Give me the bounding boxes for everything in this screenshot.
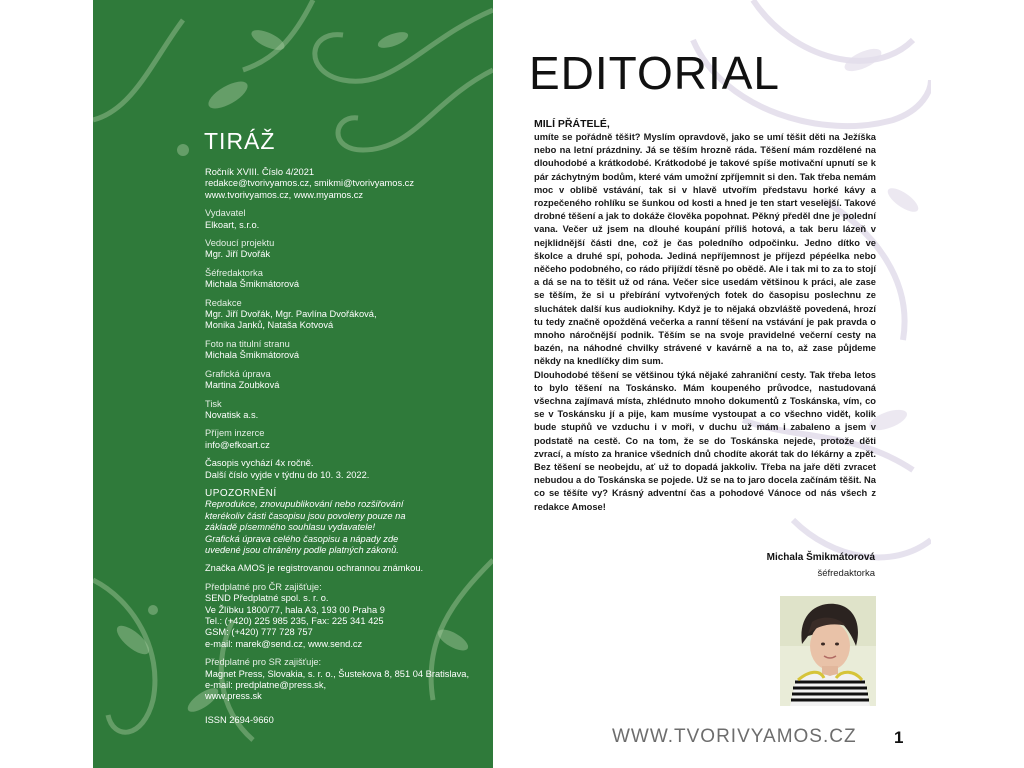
editorial-greeting: MILÍ PŘÁTELÉ, <box>534 118 610 130</box>
warning-line-1: Reprodukce, znovupublikování nebo rozšiřování <box>205 499 404 510</box>
project-lead-value: Mgr. Jiří Dvořák <box>205 249 271 260</box>
sk-subscription-line-2: e-mail: predplatne@press.sk, <box>205 680 327 691</box>
sk-subscription-label: Předplatné pro SR zajišťuje: <box>205 657 322 668</box>
author-photo <box>780 596 876 706</box>
page-margin <box>931 0 1024 768</box>
editors-line-2: Monika Janků, Nataša Kotvová <box>205 320 334 331</box>
warning-line-5: uvedené jsou chráněny podle platných zákonů. <box>205 544 399 555</box>
cz-subscription-line-2: Ve Žlíbku 1800/77, hala A3, 193 00 Praha 9 <box>205 604 385 615</box>
editor-in-chief-value: Michala Šmikmátorová <box>205 279 300 290</box>
page-number: 1 <box>894 728 904 747</box>
signature-role: šéfredaktorka <box>817 568 875 579</box>
sk-subscription-line-3: www.press.sk <box>205 691 262 702</box>
editorial-paragraph-1: umíte se pořádně těšit? Myslím opravdově, jako se umí těšit děti na Ježíška nebo na letní prázdniny. Já se těším hrozně ráda. Těšení mám rozdělené na dlouhodobé a krátkodobé. Krátkodobé je takové spíše motivační upnutí se k pár záchytným bodům, které vám umožní zpříjemnit si den. Tak třeba nemám moc v oblibě vstávání, tak si v hlavě utvořím představu horké kávy a rozpečeného rohlíku se šunkou od kosti a hned je ten start veselejší. Takové drobné těšení a jak to dokáže člověka popohnat. Pěkný předěl dne je polední vana. Večer už jsem na dlouhé koupání příliš hotová, a tak beru lázeň v nejklidnější části dne, což je čas poledního odpočinku. Jedno dítko ve školce a druhé spí, pohoda. Jediná nepříjemnost je příjezd pépéelka nebo něčeho podobného, co rádo přijíždí těsně po obědě. Ale i tak mi to za to stojí a dá se na to těšit už od rána. Večer sice usedám většinou k práci, ale zase se těším, že si u přebírání vytvořených fotek do časopisu poslechnu ze sluchátek další kus audioknihy. Když je to nějaká obzvláště povedená, hrozí tu tedy značně opožděná večerka a ranní těšení na vstávání je pak pravda o mnoho náročnější podnik. Těším se na svoje pravidelné večerní cesty na bazén, na náhodné chvilky strávené v kavárně a na to, až zase půjdeme někdy na knedlíčky dim sum. <box>534 132 876 367</box>
colophon-text <box>205 167 485 733</box>
editorial-paragraph-2: Dlouhodobé těšení se většinou týká nějaké zahraniční cesty. Tak třeba letos to bylo těšení na Toskánsko. Mám koupeného průvodce, nastudovaná všechna zajímavá místa, zhlédnuto mnoho dokumentů z Toskánska, vím, co se v Toskánsku jí a pije, kam musíme vystoupat a co všechno vidět, kolik bude stupňů ve vzduchu i v moři, v duchu už mám i zabaleno a jsem v podstatě na cestě. Co na tom, že se do Toskánska nejede, protože děti zvrací, a místo za hranice všedních dnů chodíte akorát tak do lékárny a zpět. Bez těšení se neobejdu, ať už to dopadá jakkoliv. Třeba na jaře děti zvracet nebudou a do Toskánska se pojede. Už se na to jaro docela začínám těšit. Na co se těšíte vy? Krásný adventní čas a pohodové Vánoce od nás všech z redakce Amose! <box>534 369 877 512</box>
emails-line: redakce@tvorivyamos.cz, smikmi@tvorivyamos.cz <box>205 178 414 189</box>
cover-photo-label: Foto na titulní stranu <box>205 338 290 349</box>
ads-label: Příjem inzerce <box>205 428 265 439</box>
warning-line-4: Grafická úprava celého časopisu a nápady zde <box>205 533 399 544</box>
editors-label: Redakce <box>205 297 242 308</box>
cz-subscription-line-5: e-mail: marek@send.cz, www.send.cz <box>205 638 363 649</box>
warning-line-2: kterékoliv části časopisu jsou povoleny pouze na <box>205 510 406 521</box>
cz-subscription-line-4: GSM: (+420) 777 728 757 <box>205 627 313 638</box>
ads-value: info@efkoart.cz <box>205 439 270 450</box>
footer-website: WWW.TVORIVYAMOS.CZ <box>612 726 857 747</box>
print-label: Tisk <box>205 398 222 409</box>
print-value: Novatisk a.s. <box>205 409 259 420</box>
warning-line-3: základě písemného souhlasu vydavatele! <box>205 522 376 533</box>
editor-in-chief-label: Šéfredaktorka <box>205 267 263 278</box>
websites-line: www.tvorivyamos.cz, www.myamos.cz <box>205 189 364 200</box>
design-value: Martina Zoubková <box>205 380 280 391</box>
issn-line: ISSN 2694-9660 <box>205 714 274 725</box>
next-issue-line: Další číslo vyjde v týdnu do 10. 3. 2022. <box>205 469 370 480</box>
cz-subscription-label: Předplatné pro ČR zajišťuje: <box>205 581 322 592</box>
cz-subscription-line-3: Tel.: (+420) 225 985 235, Fax: 225 341 425 <box>205 616 384 626</box>
design-label: Grafická úprava <box>205 368 271 379</box>
editors-line-1: Mgr. Jiří Dvořák, Mgr. Pavlína Dvořáková, <box>205 309 377 320</box>
publisher-label: Vydavatel <box>205 208 246 219</box>
editorial-body <box>534 131 876 514</box>
publisher-value: Elkoart, s.r.o. <box>205 219 260 230</box>
project-lead-label: Vedoucí projektu <box>205 238 275 249</box>
frequency-line: Časopis vychází 4x ročně. <box>205 458 314 469</box>
cz-subscription-line-1: SEND Předplatné spol. s. r. o. <box>205 593 329 604</box>
warning-title: UPOZORNĚNÍ <box>205 487 277 499</box>
editorial-title: EDITORIAL <box>529 47 780 99</box>
signature-name: Michala Šmikmátorová <box>766 552 875 563</box>
editorial-content <box>493 0 931 768</box>
colophon-title: TIRÁŽ <box>204 128 276 154</box>
sk-subscription-line-1: Magnet Press, Slovakia, s. r. o., Šustekova 8, 851 04 Bratislava, <box>205 668 470 679</box>
cover-photo-value: Michala Šmikmátorová <box>205 350 300 361</box>
trademark-line: Značka AMOS je registrovanou ochrannou známkou. <box>205 563 424 574</box>
issue-line: Ročník XVIII. Číslo 4/2021 <box>205 167 315 177</box>
